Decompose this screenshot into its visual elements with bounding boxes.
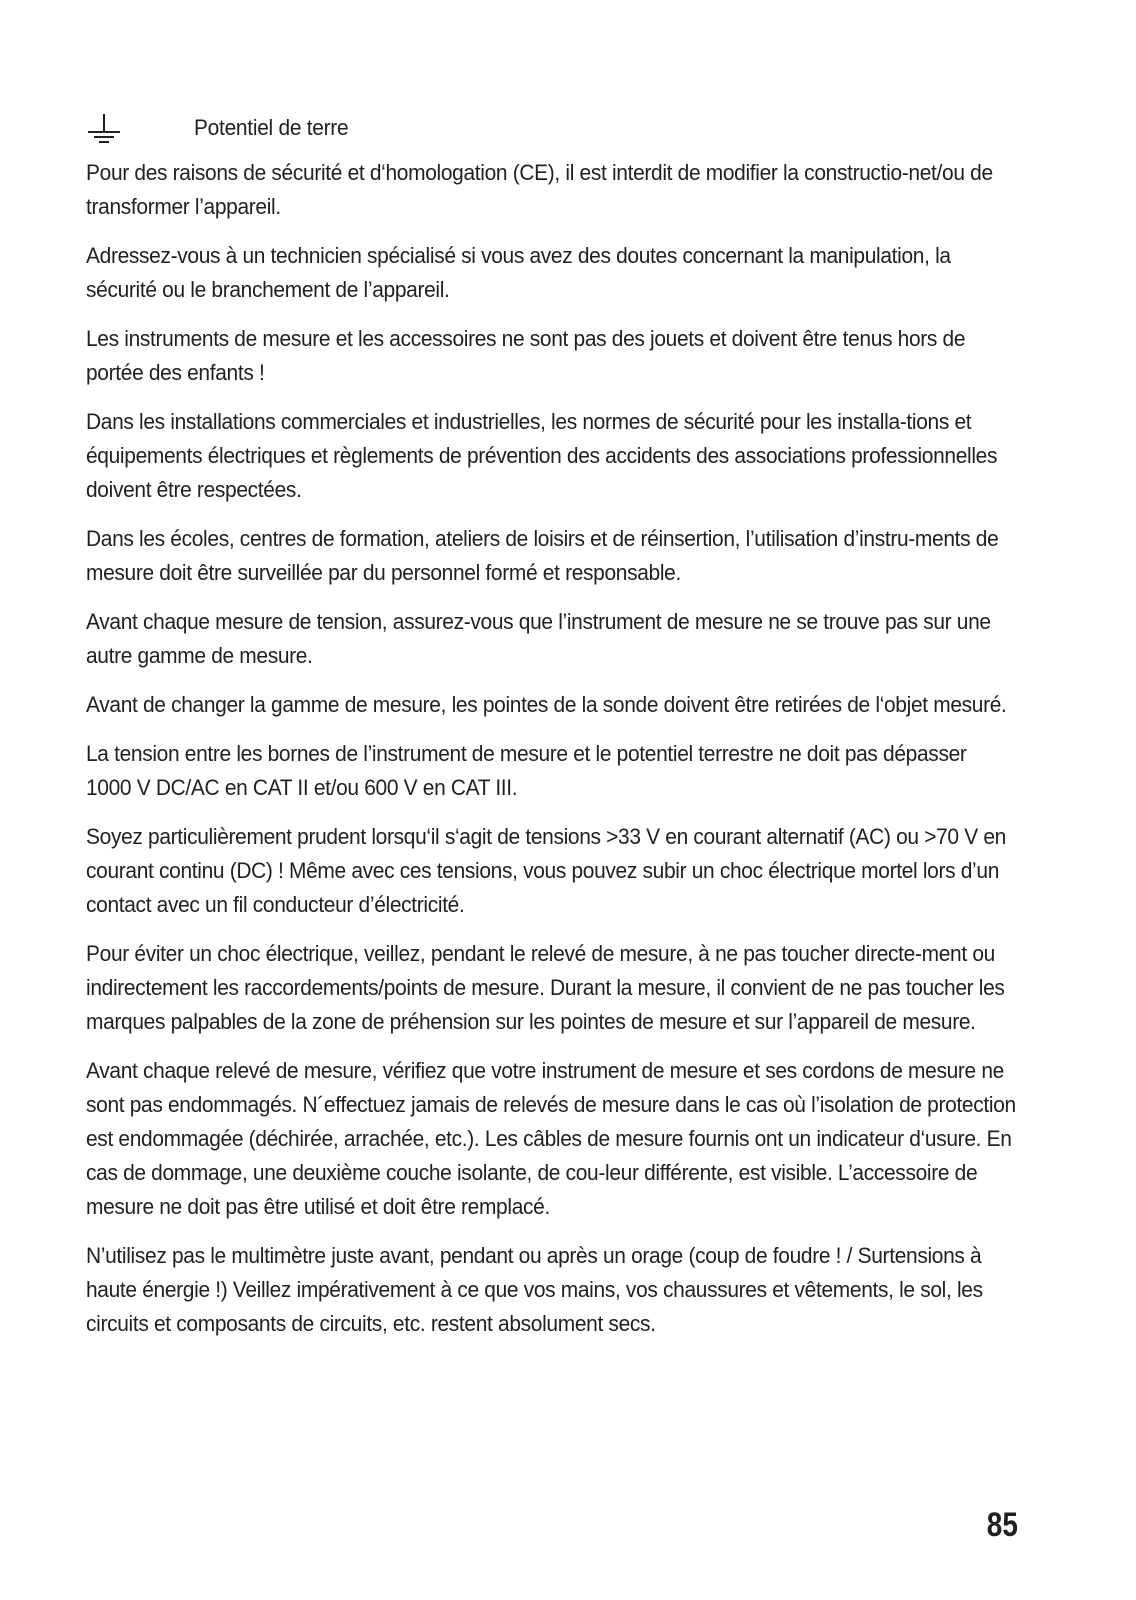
- page-number: 85: [986, 1506, 1018, 1544]
- paragraph-children: Les instruments de mesure et les accessoires ne sont pas des jouets et doivent être tenus hors de portée des enfants !: [86, 326, 966, 385]
- paragraph-change-range: Avant de changer la gamme de mesure, les pointes de la sonde doivent être retirées de l‘objet mesuré.: [86, 692, 1007, 717]
- paragraph-storm: N’utilisez pas le multimètre juste avant, pendant ou après un orage (coup de foudre ! / Surtensions à haute énergie !) Veillez impérativement à ce que vos mains, vos chaussures et vêtements, le sol, les circuits et composants de circuits, etc. restent absolument secs.: [86, 1243, 983, 1336]
- paragraph-voltage-range: Avant chaque mesure de tension, assurez-vous que l’instrument de mesure ne se trouve pas sur une autre gamme de mesure.: [86, 609, 991, 668]
- paragraph-inspection: Avant chaque relevé de mesure, vérifiez que votre instrument de mesure et ses cordons de mesure ne sont pas endommagés. N´effectuez jamais de relevés de mesure dans le cas où l’isolation de protection est endommagée (déchirée, arrachée, etc.). Les câbles de mesure fournis ont un indicateur d‘usure. En cas de dommage, une deuxième couche isolante, de cou-leur différente, est visible. L’accessoire de mesure ne doit pas être utilisé et doit être remplacé.: [86, 1058, 1016, 1219]
- page-content: [86, 110, 1016, 1356]
- paragraph-dangerous-voltages: Soyez particulièrement prudent lorsqu‘il s‘agit de tensions >33 V en courant alternatif (AC) ou >70 V en courant continu (DC) ! Même avec ces tensions, vous pouvez subir un choc électrique mortel lors d’un contact avec un fil conducteur d’électricité.: [86, 824, 1006, 917]
- paragraph-commercial-installations: Dans les installations commerciales et industrielles, les normes de sécurité pour les installa-tions et équipements électriques et règlements de prévention des accidents des associations professionnelles doivent être respectées.: [86, 409, 998, 502]
- paragraph-schools: Dans les écoles, centres de formation, ateliers de loisirs et de réinsertion, l’utilisation d’instru-ments de mesure doit être surveillée par du personnel formé et responsable.: [86, 526, 999, 585]
- ground-icon: [86, 112, 122, 144]
- ground-symbol-label: Potentiel de terre: [194, 114, 349, 140]
- paragraph-electric-shock: Pour éviter un choc électrique, veillez, pendant le relevé de mesure, à ne pas toucher directe-ment ou indirectement les raccordements/points de mesure. Durant la mesure, il convient de ne pas toucher les marques palpables de la zone de préhension sur les pointes de mesure et sur l’appareil de mesure.: [86, 941, 1005, 1034]
- paragraph-max-voltage: La tension entre les bornes de l’instrument de mesure et le potentiel terrestre ne doit pas dépasser 1000 V DC/AC en CAT II et/ou 600 V en CAT III.: [86, 741, 967, 800]
- paragraph-technician: Adressez-vous à un technicien spécialisé si vous avez des doutes concernant la manipulation, la sécurité ou le branchement de l’appareil.: [86, 243, 951, 302]
- paragraph-modification: Pour des raisons de sécurité et d‘homologation (CE), il est interdit de modifier la constructio-net/ou de transformer l’appareil.: [86, 160, 993, 219]
- ground-symbol-row: [86, 110, 1016, 146]
